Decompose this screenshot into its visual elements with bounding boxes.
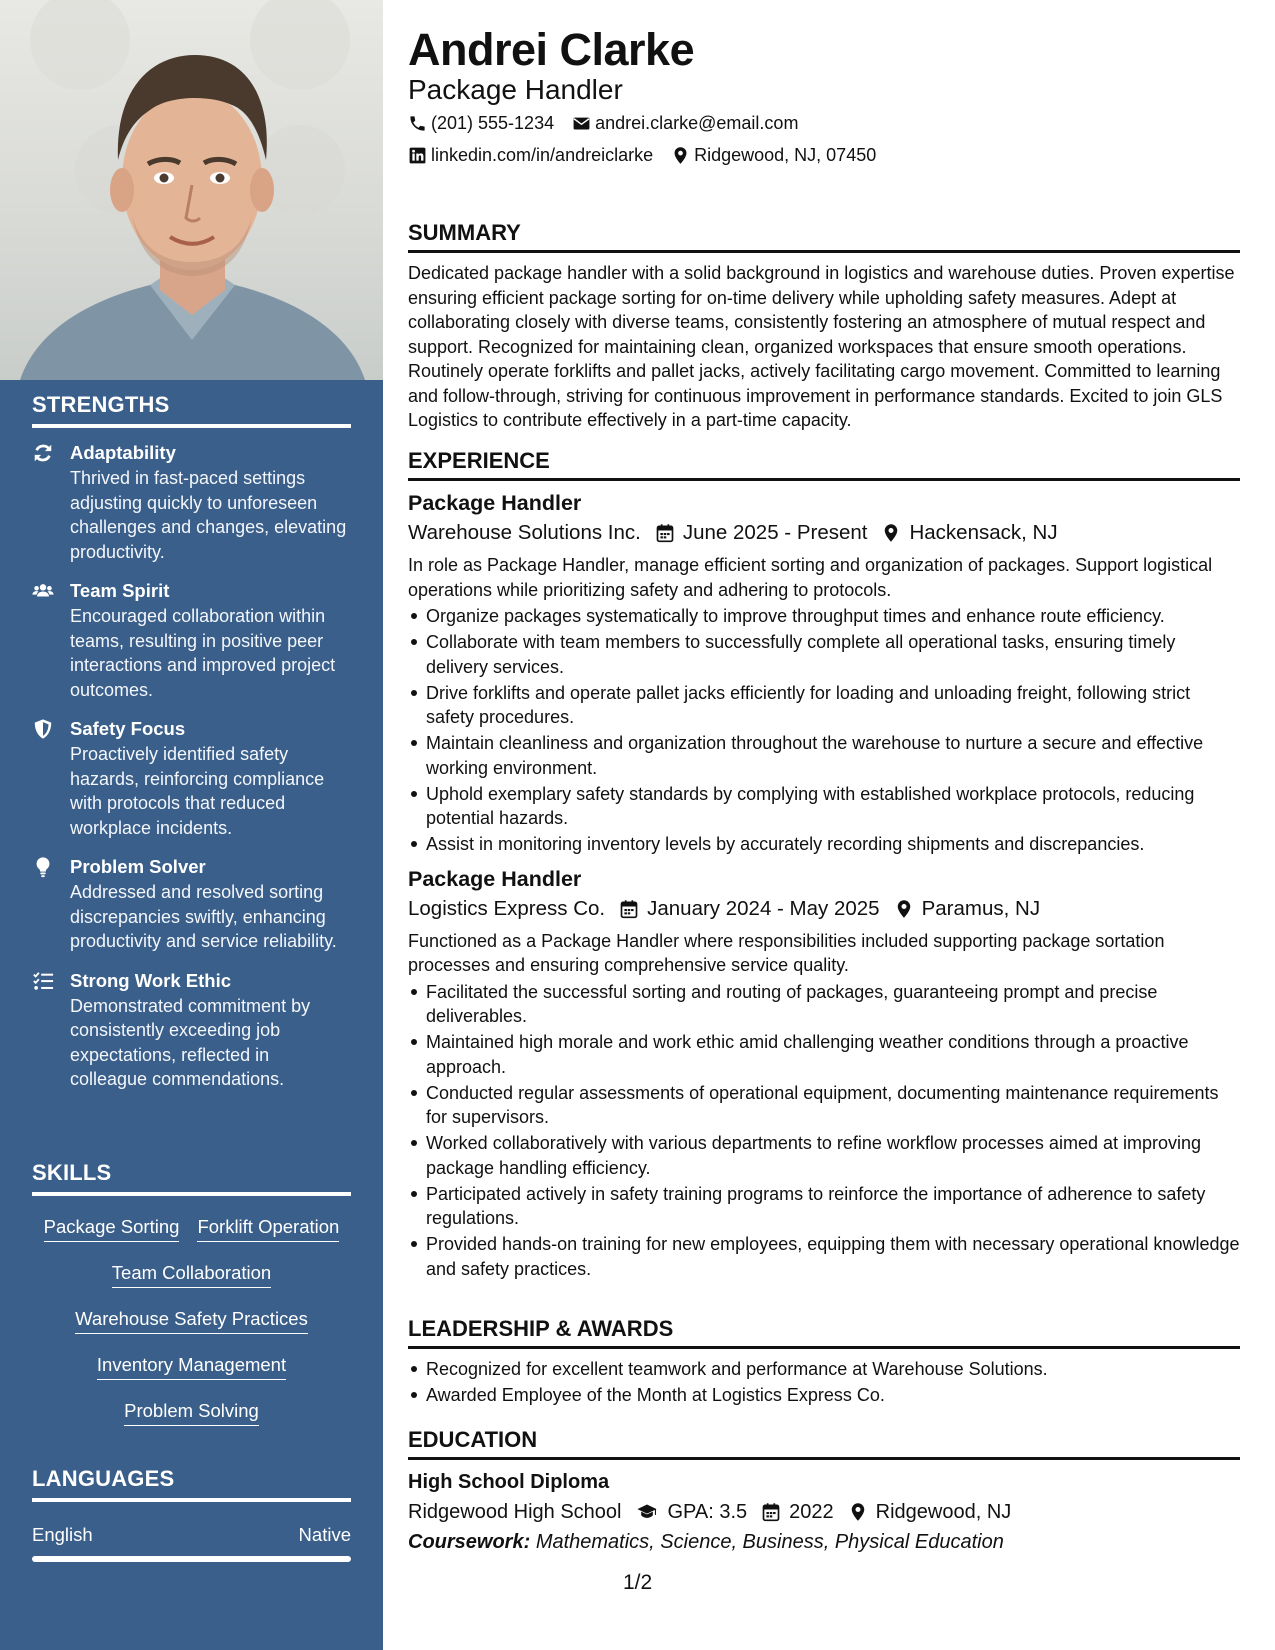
strength-title: Strong Work Ethic [70,969,232,991]
gpa [635,1498,747,1526]
contact-row [408,113,816,134]
year-text: 2022 [789,1501,834,1523]
linkedin-icon [408,146,427,165]
degree-title: High School Diploma [408,1471,610,1493]
school-location [848,1498,1012,1526]
skill-tag: Package Sorting [44,1216,180,1242]
strength-item [32,578,351,702]
job-entry [408,489,1240,857]
contact-location [671,145,876,166]
phone-text: (201) 555-1234 [431,113,555,133]
job-entry [408,865,1240,1282]
envelope-icon [572,114,591,133]
strengths-section [32,392,351,1092]
strength-item [32,716,351,840]
map-pin-icon [894,899,914,919]
language-level: Native [298,1524,351,1545]
list-item: Organize packages systematically to improve throughput times and enhance route efficiency. [408,604,1240,629]
job-intro: Functioned as a Package Handler where responsibilities included supporting package sortation processes and ensuring comprehensive service quality. [408,930,1165,975]
job-company: Warehouse Solutions Inc. [408,521,641,544]
skill-tag: Inventory Management [97,1354,286,1380]
graduation-year [761,1498,834,1526]
job-meta [408,895,1240,923]
job-intro: In role as Package Handler, manage efficient sorting and organization of packages. Support logistical operations while prioritizing safety and adhering to protocols. [408,555,1213,600]
contact-phone [408,113,554,134]
strength-title: Safety Focus [70,718,186,739]
skill-tag: Warehouse Safety Practices [75,1308,308,1334]
job-company: Logistics Express Co. [408,896,606,920]
coursework [408,1528,1240,1556]
tasks-icon [32,968,70,1092]
calendar-icon [761,1502,781,1522]
list-item: Participated actively in safety training programs to reinforce the importance of adherence to safety regulations. [408,1182,1240,1231]
strength-title: Problem Solver [70,856,206,877]
education-section [408,1427,1240,1556]
job-location [894,895,1040,923]
list-item: Worked collaboratively with various departments to refine workflow processes aimed at improving package handling efficiency. [408,1131,1240,1180]
languages-section [32,1466,351,1562]
person-role: Package Handler [408,74,623,105]
job-dates-text: January 2024 - May 2025 [647,896,880,920]
phone-icon [408,114,427,133]
strength-title: Team Spirit [70,580,170,601]
school-name: Ridgewood High School [408,1501,622,1523]
sync-icon [32,440,70,564]
strengths-heading: STRENGTHS [32,392,351,428]
list-item: Uphold exemplary safety standards by complying with established workplace protocols, reducing potential hazards. [408,782,1240,831]
strength-desc: Proactively identified safety hazards, reinforcing compliance with protocols that reduced workplace incidents. [70,744,325,838]
list-item: Facilitated the successful sorting and routing of packages, guaranteeing prompt and precise deliverables. [408,980,1240,1029]
awards-heading: LEADERSHIP & AWARDS [408,1316,1240,1349]
page-number: 1/2 [623,1571,653,1594]
strength-title: Adaptability [70,442,176,463]
contact-row [408,145,894,166]
job-title: Package Handler [408,491,582,515]
skills-list [32,1204,351,1434]
map-pin-icon [881,523,901,543]
language-name: English [32,1524,93,1545]
experience-heading: EXPERIENCE [408,448,1240,481]
graduation-cap-icon [635,1502,659,1522]
list-item: Assist in monitoring inventory levels by accurately recording shipments and discrepancies. [408,832,1240,857]
awards-list [408,1357,1240,1408]
awards-section [408,1316,1240,1409]
skills-heading: SKILLS [32,1160,351,1196]
job-location-text: Paramus, NJ [921,896,1041,920]
gpa-text: GPA: 3.5 [667,1501,748,1523]
contact-email[interactable] [572,113,798,134]
strength-desc: Demonstrated commitment by consistently exceeding job expectations, reflected in colleague commendations. [70,995,311,1089]
location-text: Ridgewood, NJ, 07450 [694,145,877,165]
languages-heading: LANGUAGES [32,1466,351,1502]
map-pin-icon [671,146,690,165]
job-bullets [408,980,1240,1282]
skill-tag: Team Collaboration [112,1262,271,1288]
job-bullets [408,604,1240,857]
list-item: Collaborate with team members to successfully complete all operational tasks, ensuring timely delivery services. [408,630,1240,679]
experience-section [408,448,1240,1283]
lightbulb-icon [32,854,70,954]
list-item: Conducted regular assessments of operational equipment, documenting maintenance requirements for supervisors. [408,1081,1240,1130]
list-item: Awarded Employee of the Month at Logistics Express Co. [408,1383,1240,1408]
profile-photo [0,0,383,380]
language-row [32,1524,351,1546]
linkedin-text: linkedin.com/in/andreiclarke [431,145,654,165]
summary-section [408,220,1240,433]
skill-tag: Problem Solving [124,1400,259,1426]
contact-linkedin[interactable] [408,145,653,166]
users-icon [32,578,70,702]
coursework-text: Mathematics, Science, Business, Physical Education [535,1531,1004,1553]
sidebar [0,0,383,1650]
skills-section [32,1160,351,1434]
school-location-text: Ridgewood, NJ [875,1501,1012,1523]
strength-desc: Addressed and resolved sorting discrepancies swiftly, enhancing productivity and service reliability. [70,882,337,951]
map-pin-icon [848,1502,868,1522]
coursework-label: Coursework: [408,1531,531,1553]
email-text: andrei.clarke@email.com [595,113,799,133]
strength-item [32,440,351,564]
job-title: Package Handler [408,866,582,891]
job-dates [655,519,868,547]
calendar-icon [619,899,639,919]
list-item: Drive forklifts and operate pallet jacks efficiently for loading and unloading freight, following strict safety procedures. [408,681,1240,730]
list-item: Maintain cleanliness and organization throughout the warehouse to nurture a secure and effective working environment. [408,731,1240,780]
person-name: Andrei Clarke [408,24,695,75]
job-dates [619,895,879,923]
summary-heading: SUMMARY [408,220,1240,253]
strength-item [32,968,351,1092]
list-item: Provided hands-on training for new employees, equipping them with necessary operational knowledge and safety practices. [408,1232,1240,1281]
job-location [881,519,1057,547]
job-meta [408,519,1240,547]
strength-desc: Encouraged collaboration within teams, resulting in positive peer interactions and improved project outcomes. [70,606,336,700]
list-item: Maintained high morale and work ethic amid challenging weather conditions through a proactive approach. [408,1030,1240,1079]
list-item: Recognized for excellent teamwork and performance at Warehouse Solutions. [408,1357,1240,1382]
job-location-text: Hackensack, NJ [909,521,1058,544]
summary-text: Dedicated package handler with a solid background in logistics and warehouse duties. Proven expertise ensuring efficient package sorting for on-time delivery while upholding safety measures. Adept at collaborating closely with diverse teams, consistently fostering an atmosphere of mutual respect and support. Recognized for maintaining clean, organized workspaces that ensure smooth operations. Routinely operate forklifts and pallet jacks, actively facilitating cargo movement. Committed to learning and follow-through, striving for continuous improvement in performance standards. Excited to join GLS Logistics to contribute effectively in a part-time capacity. [408,263,1235,430]
job-dates-text: June 2025 - Present [682,521,868,544]
strength-desc: Thrived in fast-paced settings adjusting quickly to unforeseen challenges and changes, elevating productivity. [70,468,347,562]
education-meta [408,1498,1240,1526]
calendar-icon [655,523,675,543]
shield-icon [32,716,70,840]
skill-tag: Forklift Operation [197,1216,339,1242]
strength-item [32,854,351,954]
education-heading: EDUCATION [408,1427,1240,1460]
language-proficiency-bar [32,1556,351,1562]
